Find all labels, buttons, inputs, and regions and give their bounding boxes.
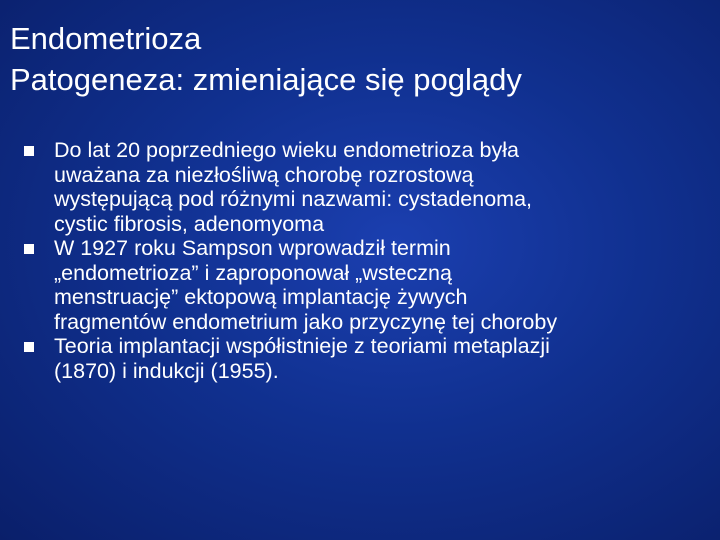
- square-bullet-icon: [24, 342, 34, 352]
- bullet-text-1: Do lat 20 poprzedniego wieku endometrioza była uważana za niezłośliwą chorobę rozrostową występującą pod różnymi nazwami: cystadenoma, cystic fibrosis, adenomyoma: [54, 138, 532, 236]
- bullet-item-1: [24, 138, 714, 236]
- bullet-item-2: [24, 236, 714, 334]
- square-bullet-icon: [24, 146, 34, 156]
- bullet-text-3: Teoria implantacji współistnieje z teoriami metaplazji (1870) i indukcji (1955).: [54, 334, 550, 383]
- slide-title-line-1: Endometrioza: [10, 21, 202, 56]
- square-bullet-icon: [24, 244, 34, 254]
- bullet-text-2: W 1927 roku Sampson wprowadził termin „endometrioza” i zaproponował „wsteczną menstruację” ektopową implantację żywych fragmentów endometrium jako przyczynę tej choroby: [54, 236, 558, 334]
- bullet-list: [24, 138, 714, 383]
- bullet-item-3: [24, 334, 714, 383]
- slide-title: [10, 18, 710, 100]
- slide-title-line-2: Patogeneza: zmieniające się poglądy: [10, 62, 522, 97]
